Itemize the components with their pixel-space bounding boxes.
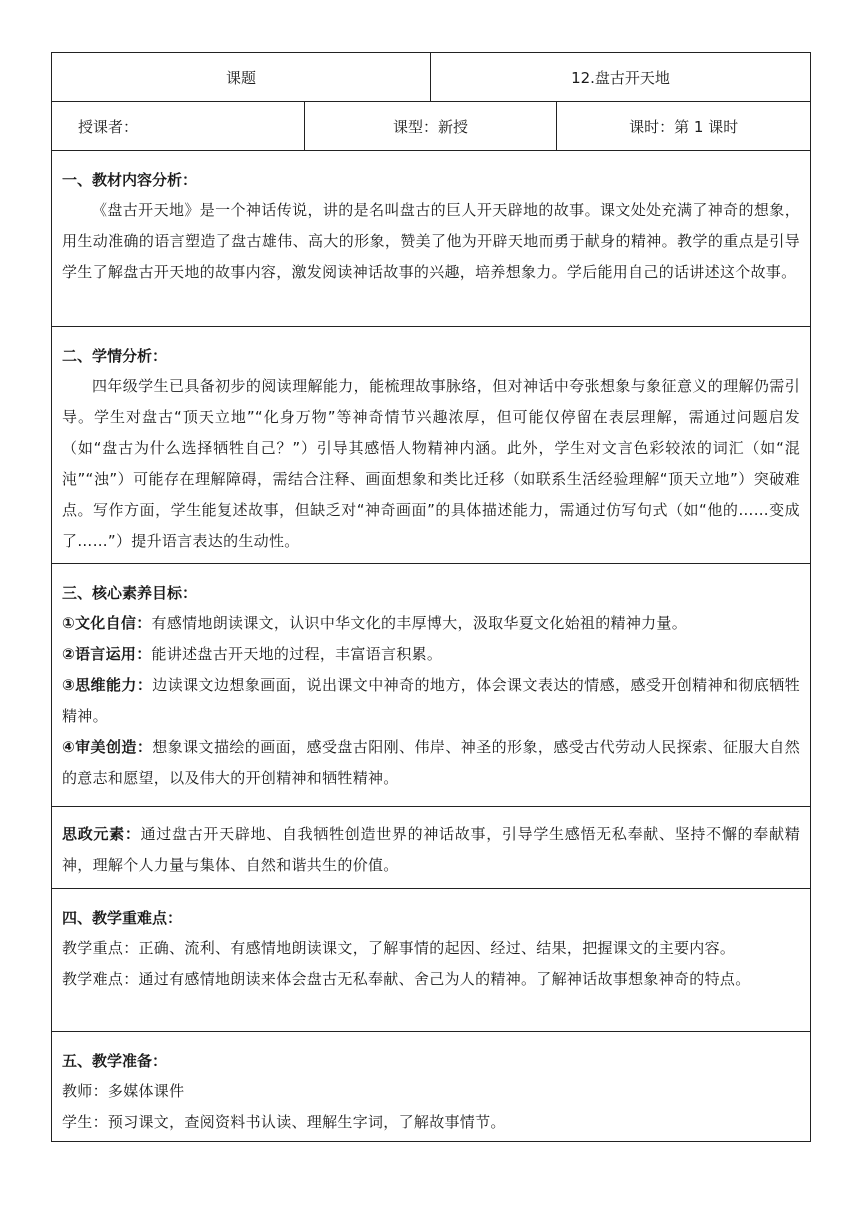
teacher-label: 授课者： — [78, 117, 139, 136]
teaching-difficulty: 教学难点：通过有感情地朗读来体会盘古无私奉献、舍己为人的精神。了解神话故事想象神奇的特点。 — [62, 970, 751, 988]
goal-item — [62, 639, 800, 670]
lesson-period: 课时：第 1 课时 — [556, 102, 810, 150]
lesson-plan-table — [51, 52, 811, 1142]
section-key-points — [52, 888, 810, 1031]
goal-label: ③思维能力： — [62, 676, 153, 694]
topic-label: 课题 — [225, 68, 256, 87]
ideology-label: 思政元素： — [62, 825, 141, 843]
section-title: 五、教学准备： — [62, 1052, 168, 1070]
teaching-focus: 教学重点：正确、流利、有感情地朗读课文，了解事情的起因、经过、结果，把握课文的主要内容。 — [62, 939, 736, 957]
lesson-type: 课型：新授 — [304, 102, 557, 150]
topic-row — [52, 53, 810, 101]
topic-value: 12.盘古开天地 — [430, 53, 810, 101]
section-student-analysis — [52, 326, 810, 563]
ideology-text — [62, 819, 800, 881]
section-title: 三、核心素养目标： — [62, 584, 198, 602]
section-body: 《盘古开天地》是一个神话传说，讲的是名叫盘古的巨人开天辟地的故事。课文处处充满了神奇的想象，用生动准确的语言塑造了盘古雄伟、高大的形象，赞美了他为开辟天地而勇于献身的精神。教学的重点是引导学生了解盘古开天地的故事内容，激发阅读神话故事的兴趣，培养想象力。学后能用自己的话讲述这个故事。 — [62, 201, 800, 281]
section-title: 一、教材内容分析： — [62, 171, 198, 189]
goal-label: ②语言运用： — [62, 645, 152, 663]
section-material-analysis — [52, 150, 810, 326]
goal-label: ④审美创造： — [62, 738, 153, 756]
section-title: 四、教学重难点： — [62, 909, 183, 927]
goal-text: 边读课文边想象画面，说出课文中神奇的地方，体会课文表达的情感，感受开创精神和彻底牺牲精神。 — [62, 676, 800, 725]
section-title: 二、学情分析： — [62, 347, 168, 365]
goal-text: 有感情地朗读课文，认识中华文化的丰厚博大，汲取华夏文化始祖的精神力量。 — [151, 614, 688, 632]
teacher-prep: 教师：多媒体课件 — [62, 1082, 185, 1100]
student-prep: 学生：预习课文，查阅资料书认读、理解生字词，了解故事情节。 — [62, 1113, 506, 1131]
section-body: 四年级学生已具备初步的阅读理解能力，能梳理故事脉络，但对神话中夸张想象与象征意义的理解仍需引导。学生对盘古“顶天立地”“化身万物”等神奇情节兴趣浓厚，但可能仅停留在表层理解，需通过问题启发（如“盘古为什么选择牺牲自己？”）引导其感悟人物精神内涵。此外，学生对文言色彩较浓的词汇（如“混沌”“浊”）可能存在理解障碍，需结合注释、画面想象和类比迁移（如联系生活经验理解“顶天立地”）突破难点。写作方面，学生能复述故事，但缺乏对“神奇画面”的具体描述能力，需通过仿写句式（如“他的……变成了……”）提升语言表达的生动性。 — [62, 377, 800, 550]
goal-text: 想象课文描绘的画面，感受盘古阳刚、伟岸、神圣的形象，感受古代劳动人民探索、征服大自然的意志和愿望，以及伟大的开创精神和牺牲精神。 — [62, 738, 800, 787]
goal-item — [62, 608, 800, 639]
section-core-goals — [52, 563, 810, 806]
info-row — [52, 101, 810, 150]
goal-item — [62, 732, 800, 794]
goal-text: 能讲述盘古开天地的过程，丰富语言积累。 — [151, 645, 443, 663]
goal-item — [62, 670, 800, 732]
section-ideology — [52, 806, 810, 888]
ideology-body: 通过盘古开天辟地、自我牺牲创造世界的神话故事，引导学生感悟无私奉献、坚持不懈的奉献精神，理解个人力量与集体、自然和谐共生的价值。 — [62, 825, 800, 874]
goal-label: ①文化自信： — [62, 614, 152, 632]
section-preparation — [52, 1031, 810, 1141]
